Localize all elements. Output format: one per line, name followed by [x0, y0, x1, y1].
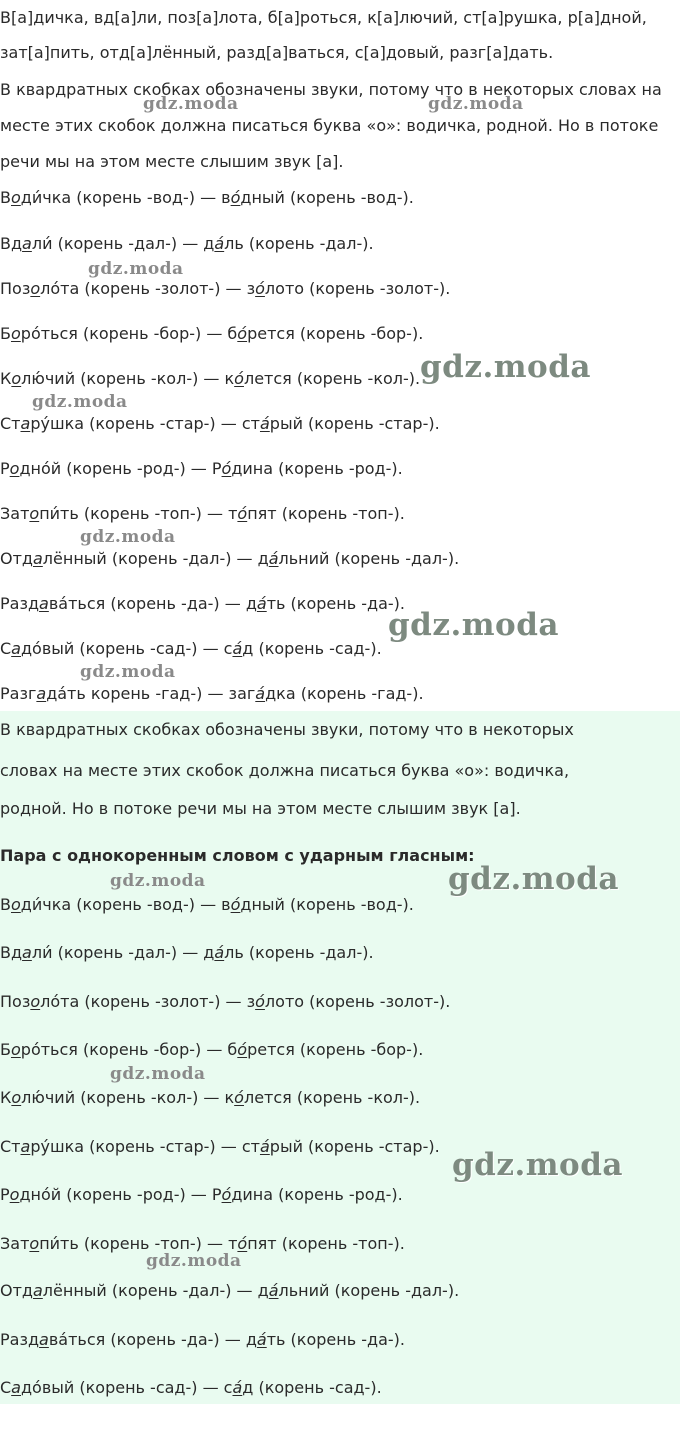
explanation-line-1: В квардратных скобках обозначены звуки, потому что в некоторых словах на: [0, 80, 662, 99]
word-pair-row: [0, 1282, 459, 1300]
word-part: льний (корень -дал-).: [278, 549, 460, 568]
word-pair-row: [0, 370, 420, 388]
word-part: Поз: [0, 279, 31, 298]
word-part: лется (корень -кол-).: [243, 1088, 421, 1107]
word-part: пи́ть (корень -топ-) — т: [39, 504, 238, 523]
word-part: лото (корень -золот-).: [264, 279, 451, 298]
unstressed-vowel: о: [11, 369, 22, 388]
unstressed-vowel: о: [30, 279, 41, 298]
watermark: gdz.moda: [32, 392, 128, 412]
word-part: лю́чий (корень -кол-) — к: [21, 1088, 235, 1107]
stressed-vowel: о́: [234, 369, 244, 388]
word-pair-row: [0, 1089, 420, 1107]
stressed-vowel: о́: [237, 1234, 248, 1253]
word-part: ва́ться (корень -да-) — д: [48, 1330, 257, 1349]
word-part: до́вый (корень -сад-) — с: [20, 639, 233, 658]
stressed-vowel: а́: [259, 414, 270, 433]
word-part: пи́ть (корень -топ-) — т: [39, 1234, 238, 1253]
stressed-vowel: о́: [234, 1088, 244, 1107]
stressed-vowel: а́: [268, 1281, 279, 1300]
word-pair-row: [0, 1331, 405, 1349]
unstressed-vowel: а: [20, 414, 31, 433]
word-part: дно́й (корень -род-) — Р: [19, 1185, 222, 1204]
stressed-vowel: а́: [232, 639, 243, 658]
word-part: К: [0, 1088, 12, 1107]
word-pair-row: [0, 189, 414, 207]
word-part: Ст: [0, 1137, 21, 1156]
word-part: Ст: [0, 414, 21, 433]
watermark: gdz.moda: [146, 1251, 242, 1271]
stressed-vowel: а́: [256, 1330, 267, 1349]
unstressed-vowel: о: [10, 188, 21, 207]
unstressed-vowel: а: [11, 639, 21, 658]
word-part: рется (корень -бор-).: [247, 324, 424, 343]
word-part: С: [0, 1378, 12, 1397]
stressed-vowel: а́: [255, 684, 266, 703]
word-part: пят (корень -топ-).: [247, 504, 405, 523]
word-part: рется (корень -бор-).: [247, 1040, 424, 1059]
stressed-vowel: а́: [232, 1378, 243, 1397]
green-explanation-line-1: В квардратных скобках обозначены звуки, потому что в некоторых: [0, 720, 574, 739]
unstressed-vowel: о: [10, 895, 21, 914]
word-part: дный (корень -вод-).: [240, 188, 414, 207]
word-pair-row: [0, 944, 374, 962]
word-part: В: [0, 188, 11, 207]
word-part: Зат: [0, 1234, 30, 1253]
explanation-line-2: месте этих скобок должна писаться буква «о»: водичка, родной. Но в потоке: [0, 116, 659, 135]
stressed-vowel: о́: [237, 324, 248, 343]
stressed-vowel: о́: [221, 459, 232, 478]
watermark: gdz.moda: [452, 1147, 623, 1183]
stressed-vowel: о́: [255, 279, 265, 298]
word-part: Разд: [0, 594, 40, 613]
stressed-vowel: о́: [221, 1185, 232, 1204]
unstressed-vowel: о: [10, 1040, 21, 1059]
word-part: ло́та (корень -золот-) — з: [40, 279, 256, 298]
word-part: дина (корень -род-).: [231, 1185, 403, 1204]
word-part: ру́шка (корень -стар-) — ст: [30, 414, 260, 433]
stressed-vowel: о́: [230, 188, 241, 207]
word-part: Р: [0, 459, 10, 478]
unstressed-vowel: а: [36, 684, 47, 703]
unstressed-vowel: а: [22, 943, 32, 962]
watermark: gdz.moda: [143, 94, 239, 114]
word-part: пят (корень -топ-).: [247, 1234, 405, 1253]
word-part: Разг: [0, 684, 37, 703]
stressed-vowel: а́: [214, 943, 225, 962]
unstressed-vowel: о: [11, 1088, 22, 1107]
watermark: gdz.moda: [88, 259, 184, 279]
word-part: д (корень -сад-).: [242, 1378, 382, 1397]
word-part: Разд: [0, 1330, 40, 1349]
watermark: gdz.moda: [80, 662, 176, 682]
unstressed-vowel: о: [29, 1234, 40, 1253]
unstressed-vowel: а: [32, 549, 43, 568]
unstressed-vowel: а: [39, 1330, 49, 1349]
watermark: gdz.moda: [428, 94, 524, 114]
word-part: ть (корень -да-).: [266, 594, 405, 613]
unstressed-vowel: о: [9, 1185, 20, 1204]
word-part: Р: [0, 1185, 10, 1204]
word-part: да́ть корень -гад-) — заг: [46, 684, 256, 703]
word-part: ро́ться (корень -бор-) — б: [20, 1040, 238, 1059]
transcription-line-2: зат[а]пить, отд[а]лённый, разд[а]ваться, с[а]довый, разг[а]дать.: [0, 43, 554, 62]
stressed-vowel: о́: [230, 895, 241, 914]
watermark: gdz.moda: [448, 861, 619, 897]
watermark: gdz.moda: [110, 871, 206, 891]
word-part: льний (корень -дал-).: [278, 1281, 460, 1300]
word-pair-row: [0, 550, 459, 568]
unstressed-vowel: а: [22, 234, 32, 253]
word-part: Б: [0, 324, 11, 343]
stressed-vowel: о́: [237, 504, 248, 523]
word-pair-row: [0, 505, 405, 523]
word-part: лото (корень -золот-).: [264, 992, 451, 1011]
word-pair-row: [0, 1138, 440, 1156]
unstressed-vowel: а: [20, 1137, 31, 1156]
transcription-line-1: В[а]дичка, вд[а]ли, поз[а]лота, б[а]роться, к[а]лючий, ст[а]рушка, р[а]дной,: [0, 8, 647, 27]
word-part: ро́ться (корень -бор-) — б: [20, 324, 238, 343]
word-part: дка (корень -гад-).: [265, 684, 424, 703]
watermark: gdz.moda: [420, 349, 591, 385]
unstressed-vowel: о: [10, 324, 21, 343]
word-part: ди́чка (корень -вод-) — в: [20, 895, 231, 914]
explanation-line-3: речи мы на этом месте слышим звук [а].: [0, 152, 344, 171]
word-part: ль (корень -дал-).: [224, 943, 374, 962]
word-part: Поз: [0, 992, 31, 1011]
word-part: лённый (корень -дал-) — д: [42, 549, 269, 568]
word-part: лю́чий (корень -кол-) — к: [21, 369, 235, 388]
unstressed-vowel: а: [32, 1281, 43, 1300]
word-part: ва́ться (корень -да-) — д: [48, 594, 257, 613]
word-part: рый (корень -стар-).: [269, 1137, 440, 1156]
unstressed-vowel: а: [11, 1378, 21, 1397]
unstressed-vowel: о: [9, 459, 20, 478]
word-pair-row: [0, 280, 450, 298]
watermark: gdz.moda: [80, 527, 176, 547]
stressed-vowel: а́: [256, 594, 267, 613]
stressed-vowel: о́: [237, 1040, 248, 1059]
unstressed-vowel: а: [39, 594, 49, 613]
word-part: Б: [0, 1040, 11, 1059]
word-part: С: [0, 639, 12, 658]
word-pair-row: [0, 325, 423, 343]
word-part: ло́та (корень -золот-) — з: [40, 992, 256, 1011]
word-pair-row: [0, 685, 424, 703]
word-part: ру́шка (корень -стар-) — ст: [30, 1137, 260, 1156]
word-pair-row: [0, 1041, 423, 1059]
word-pair-row: [0, 595, 405, 613]
stressed-vowel: а́: [214, 234, 225, 253]
stressed-vowel: о́: [255, 992, 265, 1011]
word-part: Вд: [0, 943, 23, 962]
word-pair-row: [0, 640, 382, 658]
unstressed-vowel: о: [30, 992, 41, 1011]
word-pair-row: [0, 460, 403, 478]
word-pair-row: [0, 993, 450, 1011]
word-part: Вд: [0, 234, 23, 253]
stressed-vowel: а́: [259, 1137, 270, 1156]
word-pair-row: [0, 1186, 403, 1204]
pair-heading: Пара с однокоренным словом с ударным гласным:: [0, 846, 475, 865]
green-explanation-line-2: словах на месте этих скобок должна писаться буква «о»: водичка,: [0, 761, 570, 780]
green-explanation-line-3: родной. Но в потоке речи мы на этом месте слышим звук [а].: [0, 799, 521, 818]
word-part: дина (корень -род-).: [231, 459, 403, 478]
word-part: К: [0, 369, 12, 388]
word-part: ли́ (корень -дал-) — д: [31, 943, 215, 962]
word-part: дно́й (корень -род-) — Р: [19, 459, 222, 478]
word-part: В: [0, 895, 11, 914]
word-part: рый (корень -стар-).: [269, 414, 440, 433]
word-part: ли́ (корень -дал-) — д: [31, 234, 215, 253]
word-part: лется (корень -кол-).: [243, 369, 421, 388]
word-part: Отд: [0, 549, 33, 568]
unstressed-vowel: о: [29, 504, 40, 523]
stressed-vowel: а́: [268, 549, 279, 568]
word-part: ль (корень -дал-).: [224, 234, 374, 253]
word-part: до́вый (корень -сад-) — с: [20, 1378, 233, 1397]
watermark: gdz.moda: [110, 1064, 206, 1084]
word-part: ть (корень -да-).: [266, 1330, 405, 1349]
word-part: ди́чка (корень -вод-) — в: [20, 188, 231, 207]
word-part: лённый (корень -дал-) — д: [42, 1281, 269, 1300]
word-part: д (корень -сад-).: [242, 639, 382, 658]
word-part: Отд: [0, 1281, 33, 1300]
word-part: дный (корень -вод-).: [240, 895, 414, 914]
word-part: Зат: [0, 504, 30, 523]
watermark: gdz.moda: [388, 607, 559, 643]
word-pair-row: [0, 896, 414, 914]
word-pair-row: [0, 415, 440, 433]
word-pair-row: [0, 235, 374, 253]
word-pair-row: [0, 1379, 382, 1397]
